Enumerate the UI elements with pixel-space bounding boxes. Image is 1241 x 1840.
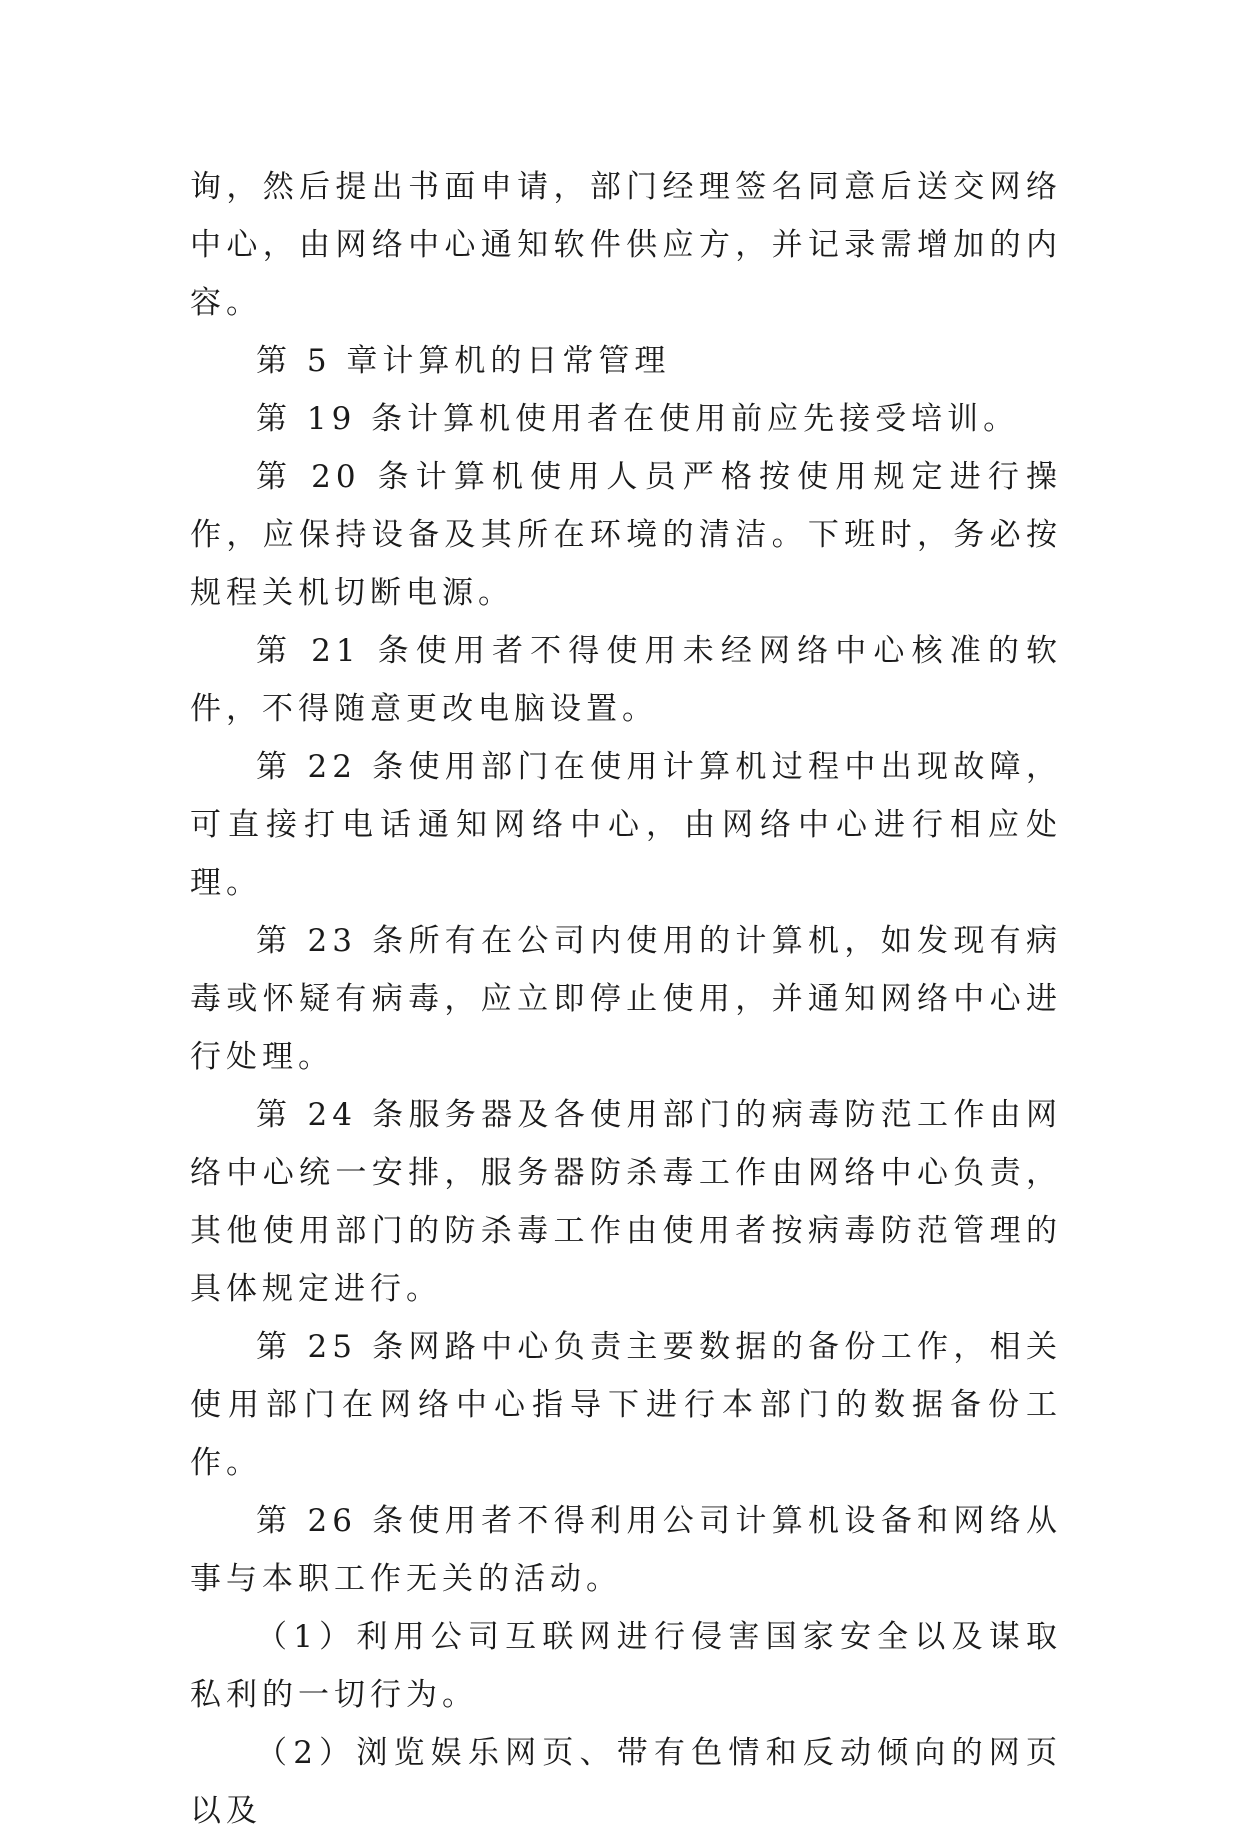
article-23: 第 23 条所有在公司内使用的计算机，如发现有病毒或怀疑有病毒，应立即停止使用，并通知网络中心进行处理。	[190, 923, 1062, 1075]
list-item-1: （1）利用公司互联网进行侵害国家安全以及谋取私利的一切行为。	[190, 1619, 1062, 1713]
article-24: 第 24 条服务器及各使用部门的病毒防范工作由网络中心统一安排，服务器防杀毒工作由网络中心负责，其他使用部门的防杀毒工作由使用者按病毒防范管理的具体规定进行。	[190, 1097, 1062, 1307]
article-20: 第 20 条计算机使用人员严格按使用规定进行操作，应保持设备及其所在环境的清洁。下班时，务必按规程关机切断电源。	[190, 459, 1062, 611]
document-body	[190, 158, 1062, 1840]
chapter-heading: 第 5 章计算机的日常管理	[256, 343, 671, 379]
article-25: 第 25 条网路中心负责主要数据的备份工作，相关使用部门在网络中心指导下进行本部门的数据备份工作。	[190, 1329, 1062, 1481]
article-19: 第 19 条计算机使用者在使用前应先接受培训。	[256, 401, 1020, 437]
article-26: 第 26 条使用者不得利用公司计算机设备和网络从事与本职工作无关的活动。	[190, 1503, 1062, 1597]
article-21: 第 21 条使用者不得使用未经网络中心核准的软件，不得随意更改电脑设置。	[190, 633, 1062, 727]
paragraph-continuation: 询，然后提出书面申请，部门经理签名同意后送交网络中心，由网络中心通知软件供应方，并记录需增加的内容。	[190, 169, 1062, 321]
article-22: 第 22 条使用部门在使用计算机过程中出现故障，可直接打电话通知网络中心，由网络中心进行相应处理。	[190, 749, 1062, 901]
list-item-2: （2）浏览娱乐网页、带有色情和反动倾向的网页以及	[190, 1735, 1062, 1829]
